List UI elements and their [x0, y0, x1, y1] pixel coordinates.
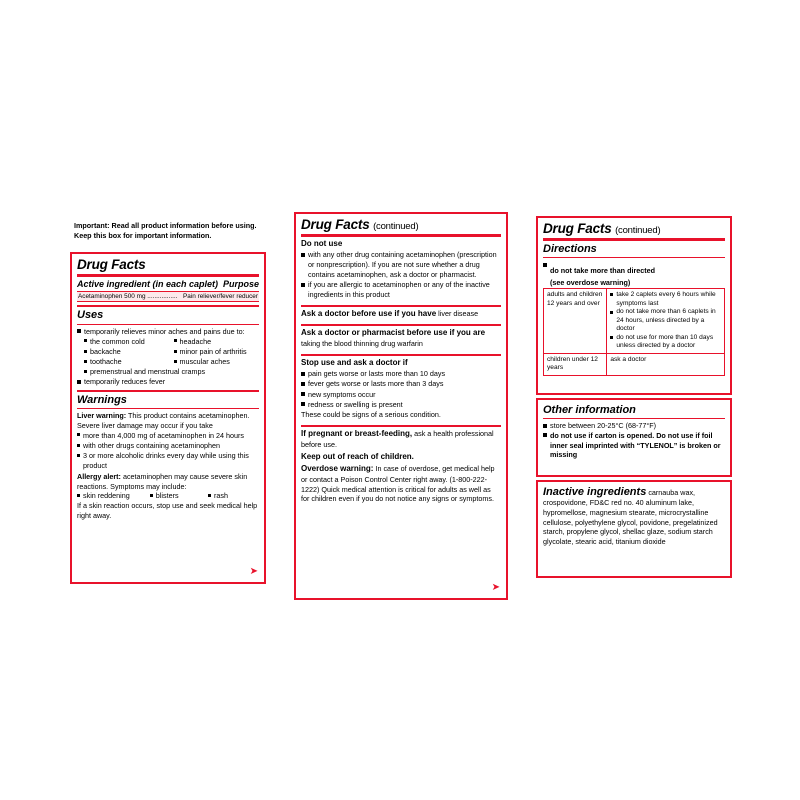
pregnant-bold: If pregnant or breast-feeding, — [301, 428, 413, 438]
directions-dose-cell — [607, 288, 725, 353]
uses-column-right — [174, 336, 260, 367]
directions-table — [543, 288, 725, 376]
active-ingredient-purpose: Pain reliever/fever reducer — [183, 293, 258, 301]
bullet-icon — [208, 494, 211, 497]
bullet-icon — [84, 350, 87, 353]
list-item — [610, 334, 721, 351]
allergy-alert-label: Allergy alert: — [77, 471, 121, 481]
preamble — [74, 221, 284, 241]
bullet-icon — [77, 329, 81, 333]
list-item — [84, 357, 170, 367]
bullet-icon — [174, 360, 177, 363]
bullet-icon — [301, 253, 305, 257]
liver-bullet-label: more than 4,000 mg of acetaminophen in 24 hours — [83, 430, 245, 440]
list-item — [77, 377, 259, 387]
list-item — [77, 431, 259, 441]
list-item — [77, 441, 259, 451]
bullet-icon — [610, 336, 613, 339]
uses-item-label: minor pain of arthritis — [179, 347, 247, 356]
list-item — [610, 291, 721, 308]
directions-age-group: adults and children 12 years and over — [544, 288, 607, 353]
active-ingredient-label: Active ingredient (in each caplet) — [77, 279, 219, 290]
purpose-label: Purpose — [222, 279, 259, 290]
directions-top-bullet — [543, 260, 725, 288]
list-item — [301, 280, 501, 299]
bullet-icon — [174, 339, 177, 342]
stop-use-closing: These could be signs of a serious condition. — [301, 410, 441, 420]
do-not-use-item-label: with any other drug containing acetaminophen (prescription or nonprescription). If you are not sure whether a drug contains acetaminophen, ask a doctor or pharmacist. — [308, 250, 497, 279]
panel2-title-continued: (continued) — [373, 221, 419, 232]
uses-columns — [77, 336, 259, 367]
panel-inactive-ingredients — [536, 480, 732, 578]
liver-bullet-label: 3 or more alcoholic drinks every day while using this product — [83, 451, 249, 471]
divider — [301, 425, 501, 427]
list-item — [150, 491, 208, 501]
bullet-icon — [301, 382, 305, 386]
panel3-title-text: Drug Facts — [543, 221, 612, 236]
list-item — [84, 347, 170, 357]
divider — [77, 305, 259, 307]
uses-item-label: the common cold — [90, 336, 145, 346]
allergy-alert-text: acetaminophen may cause severe skin reactions. Symptoms may include: — [77, 471, 248, 491]
bullet-icon — [84, 370, 87, 373]
active-ingredient-name: Acetaminophen 500 mg ................. — [78, 293, 178, 301]
panel1-title: Drug Facts — [77, 257, 146, 272]
overdose-warning-label: Overdose warning: — [301, 464, 374, 474]
directions-dose-label: do not take more than 6 caplets in 24 hours, unless directed by a doctor — [616, 308, 716, 333]
list-item — [84, 337, 170, 347]
panel-other-information — [536, 398, 732, 477]
list-item — [543, 421, 725, 431]
inactive-ingredients-block — [543, 486, 725, 547]
allergy-bullet-label: skin reddening — [83, 491, 130, 501]
warnings-heading: Warnings — [77, 393, 127, 406]
divider — [77, 390, 259, 392]
stop-use-item-label: pain gets worse or lasts more than 10 days — [308, 369, 446, 379]
bullet-icon — [301, 402, 305, 406]
bullet-icon — [77, 444, 80, 447]
uses-item-label: headache — [179, 336, 212, 346]
preamble-line-1: Important: Read all product information before using. — [74, 221, 257, 230]
divider — [77, 324, 259, 325]
uses-intro: temporarily relieves minor aches and pains due to: — [84, 326, 245, 336]
list-item — [174, 337, 260, 347]
directions-dose-label: do not use for more than 10 days unless directed by a doctor — [616, 333, 714, 350]
list-item — [543, 431, 725, 460]
stop-use-item-label: redness or swelling is present — [308, 399, 403, 409]
panel2-title-text: Drug Facts — [301, 217, 370, 232]
allergy-closing: If a skin reaction occurs, stop use and seek medical help right away. — [77, 500, 258, 520]
list-item — [301, 379, 501, 389]
divider — [301, 354, 501, 356]
liver-warning — [77, 411, 259, 430]
divider — [77, 274, 259, 277]
bullet-icon — [77, 380, 81, 384]
do-not-use-item-label: if you are allergic to acetaminophen or any of the inactive ingredients in this product — [308, 280, 490, 299]
keep-out-of-reach: Keep out of reach of children. — [301, 452, 414, 462]
stop-use-item-label: new symptoms occur — [308, 389, 376, 399]
bullet-icon — [610, 311, 613, 314]
uses-column-left — [84, 336, 170, 367]
stop-use-item-label: fever gets worse or lasts more than 3 days — [308, 379, 444, 389]
inactive-ingredients-text: carnauba wax, crospovidone, FD&C red no. 40 aluminum lake, hypromellose, magnesium stearate, microcrystalline cellulose, polyethylene glycol, povidone, pregelatinized starch, propylene glycol, shellac glaze, sodium starch glycolate, stearic acid, titanium dioxide — [543, 488, 718, 546]
continuation-arrow-icon: ➤ — [249, 566, 258, 577]
stop-use-heading: Stop use and ask a doctor if — [301, 357, 408, 367]
pregnant-rest: ask a health professional before use. — [301, 428, 494, 449]
active-ingredient-row — [77, 291, 259, 302]
allergy-bullet-label: blisters — [155, 491, 179, 501]
pregnant-line — [301, 429, 501, 450]
uses-item-label: premenstrual and menstrual cramps — [90, 367, 206, 377]
list-item — [174, 357, 260, 367]
ask-doctor-rest: liver disease — [438, 308, 479, 318]
bullet-icon — [301, 372, 305, 376]
list-item — [301, 390, 501, 400]
bullet-icon — [543, 424, 547, 428]
panel3-title — [543, 222, 725, 236]
ask-doctor-bold: Ask a doctor before use if you have — [301, 308, 437, 318]
liver-warning-text: This product contains acetaminophen. Severe liver damage may occur if you take — [77, 410, 250, 430]
uses-intro-row — [77, 327, 259, 337]
liver-bullet-label: with other drugs containing acetaminophen — [83, 441, 221, 451]
bullet-icon — [301, 392, 305, 396]
bullet-icon — [77, 494, 80, 497]
panel-drug-facts-continued-1 — [294, 212, 508, 600]
divider — [301, 305, 501, 307]
bullet-icon — [610, 293, 613, 296]
bullet-icon — [301, 283, 305, 287]
directions-bullet-sub: (see overdose warning) — [550, 278, 631, 288]
panel3-title-continued: (continued) — [615, 225, 661, 236]
other-information-heading: Other information — [543, 404, 636, 416]
directions-dose-cell: ask a doctor — [607, 353, 725, 375]
bullet-icon — [174, 350, 177, 353]
panel-drug-facts-continued-2 — [536, 216, 732, 395]
ask-pharmacist-rest: taking the blood thinning drug warfarin — [301, 339, 423, 349]
liver-warning-label: Liver warning: — [77, 410, 127, 420]
allergy-alert — [77, 472, 259, 491]
list-item — [301, 369, 501, 379]
list-item — [77, 451, 259, 470]
uses-heading: Uses — [77, 309, 104, 322]
other-information-item-label: do not use if carton is opened. Do not use if foil inner seal imprinted with “TYLENOL” is broken or missing — [550, 430, 721, 460]
overdose-warning-text: In case of overdose, get medical help or contact a Poison Control Center right away. (1-800-222-1222) Quick medical attention is critical for adults as well as for children even if you do not notice any signs or symptoms. — [301, 464, 495, 504]
bullet-icon — [77, 433, 80, 436]
ask-doctor-line — [301, 309, 501, 320]
divider — [543, 238, 725, 241]
ask-pharmacist-bold: Ask a doctor or pharmacist before use if you are — [301, 328, 486, 338]
list-item — [301, 250, 501, 279]
list-item — [77, 491, 150, 501]
bullet-icon — [77, 454, 80, 457]
uses-item-label: backache — [90, 347, 121, 356]
other-information-item-label: store between 20-25°C (68-77°F) — [550, 421, 657, 431]
ask-pharmacist-line — [301, 328, 501, 349]
directions-dose-label: take 2 caplets every 6 hours while symptoms last — [616, 290, 716, 307]
uses-item-label: muscular aches — [179, 357, 230, 367]
continuation-arrow-icon: ➤ — [491, 582, 500, 593]
bullet-icon — [84, 339, 87, 342]
directions-age-group: children under 12 years — [544, 353, 607, 375]
table-row — [544, 288, 725, 353]
inactive-ingredients-heading: Inactive ingredients — [543, 486, 647, 498]
active-ingredient-header — [77, 279, 259, 290]
directions-bullet-bold: do not take more than directed — [550, 266, 656, 276]
panel-drug-facts-main — [70, 252, 266, 584]
list-item — [77, 367, 259, 377]
divider — [543, 418, 725, 419]
bullet-icon — [543, 433, 547, 437]
table-row — [544, 353, 725, 375]
allergy-bullet-label: rash — [214, 491, 229, 501]
overdose-warning — [301, 464, 501, 504]
bullet-icon — [84, 360, 87, 363]
directions-heading: Directions — [543, 243, 597, 256]
divider — [301, 234, 501, 237]
preamble-line-2: Keep this box for important information. — [74, 230, 212, 240]
do-not-use-heading: Do not use — [301, 239, 343, 249]
bullet-icon — [543, 263, 547, 267]
allergy-symptom-columns — [77, 491, 259, 501]
divider — [543, 257, 725, 258]
list-item — [610, 308, 721, 334]
list-item — [208, 491, 259, 501]
uses-item-label: temporarily reduces fever — [84, 377, 166, 387]
divider — [301, 324, 501, 326]
list-item — [174, 347, 260, 357]
divider — [77, 408, 259, 409]
list-item — [301, 400, 501, 410]
uses-item-label: toothache — [90, 357, 122, 367]
bullet-icon — [150, 494, 153, 497]
panel2-title — [301, 218, 501, 232]
